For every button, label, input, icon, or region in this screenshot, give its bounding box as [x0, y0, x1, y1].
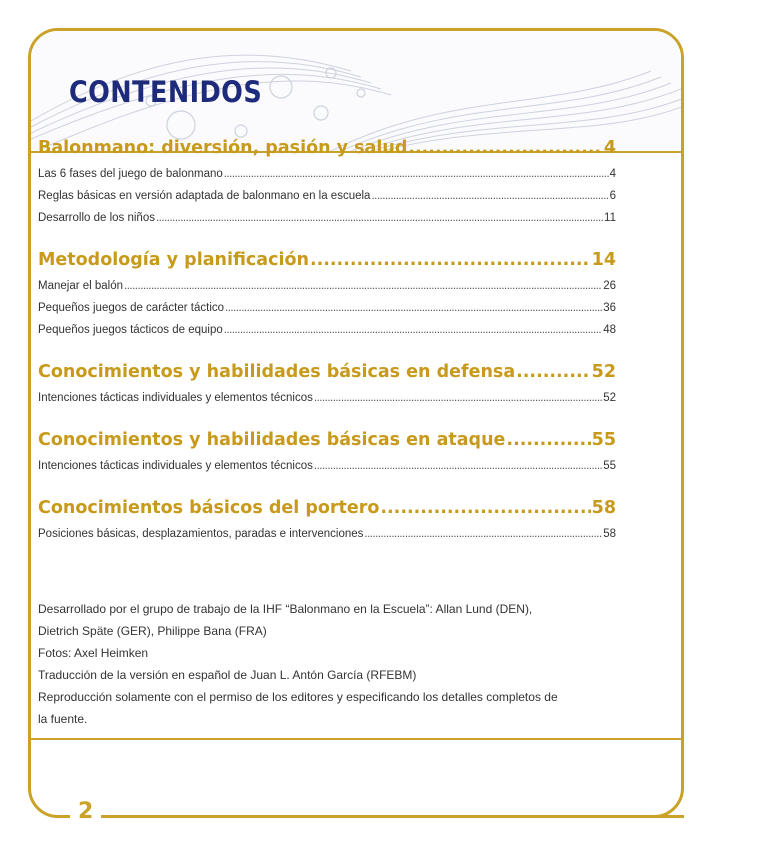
toc-item-page: 48	[603, 324, 616, 336]
toc-item[interactable]	[38, 528, 616, 550]
toc-item[interactable]	[38, 324, 616, 346]
dot-leader	[408, 138, 602, 158]
dot-leader	[380, 498, 590, 518]
toc-item-page: 6	[609, 190, 616, 202]
credits-line: Fotos: Axel Heimken	[38, 646, 149, 660]
toc-item-label: Manejar el balón	[38, 280, 124, 292]
header-banner	[31, 31, 681, 153]
dot-leader	[516, 362, 591, 382]
toc-heading[interactable]	[38, 362, 616, 392]
toc-heading-label: Conocimientos y habilidades básicas en ataque	[38, 430, 506, 450]
page-title: CONTENIDOS	[69, 75, 263, 109]
toc-item[interactable]	[38, 280, 616, 302]
toc-item-page: 26	[603, 280, 616, 292]
toc-item-label: Pequeños juegos tácticos de equipo	[38, 324, 223, 336]
dot-leader	[364, 528, 602, 540]
credits-line: Desarrollado por el grupo de trabajo de la IHF “Balonmano en la Escuela”: Allan Lund (DEN),	[38, 602, 533, 616]
toc-heading-page: 4	[603, 138, 616, 158]
toc-heading-label: Conocimientos básicos del portero	[38, 498, 380, 518]
toc-heading-page: 52	[591, 362, 616, 382]
dot-leader	[310, 250, 591, 270]
toc-item-page: 58	[603, 528, 616, 540]
toc-item-page: 36	[603, 302, 616, 314]
toc-item[interactable]	[38, 190, 616, 212]
toc-heading[interactable]	[38, 498, 616, 528]
toc-item-label: Las 6 fases del juego de balonmano	[38, 168, 223, 180]
toc-item-label: Intenciones tácticas individuales y elementos técnicos	[38, 460, 313, 472]
dot-leader	[314, 460, 602, 472]
toc-item-label: Intenciones tácticas individuales y elementos técnicos	[38, 392, 313, 404]
dot-leader	[156, 212, 603, 224]
dot-leader	[124, 280, 602, 292]
dot-leader	[314, 392, 602, 404]
toc-heading-page: 55	[591, 430, 616, 450]
dot-leader	[224, 324, 602, 336]
footer-divider	[28, 738, 684, 740]
toc-item-label: Posiciones básicas, desplazamientos, paradas e intervenciones	[38, 528, 364, 540]
dot-leader	[371, 190, 608, 202]
credits-line: la fuente.	[38, 712, 88, 726]
toc-item-page: 55	[603, 460, 616, 472]
toc-heading-label: Metodología y planificación	[38, 250, 309, 270]
toc-item[interactable]	[38, 168, 616, 190]
toc-item-label: Reglas básicas en versión adaptada de balonmano en la escuela	[38, 190, 371, 202]
toc-item[interactable]	[38, 392, 616, 414]
toc-section	[38, 138, 616, 234]
dot-leader	[224, 168, 609, 180]
toc-section	[38, 430, 616, 482]
credits-line: Dietrich Späte (GER), Philippe Bana (FRA)	[38, 624, 267, 638]
toc-heading-label: Balonmano: diversión, pasión y salud	[38, 138, 408, 158]
toc-section	[38, 498, 616, 550]
credits-line: Reproducción solamente con el permiso de los editores y especificando los detalles completos de	[38, 690, 558, 704]
toc-heading[interactable]	[38, 138, 616, 168]
toc-heading-label: Conocimientos y habilidades básicas en defensa	[38, 362, 516, 382]
toc-section	[38, 362, 616, 414]
toc-item-page: 52	[603, 392, 616, 404]
toc-item-page: 11	[604, 212, 616, 224]
dot-leader	[225, 302, 602, 314]
toc-item[interactable]	[38, 212, 616, 234]
credits-block	[38, 598, 618, 730]
toc-heading[interactable]	[38, 430, 616, 460]
toc-heading-page: 58	[591, 498, 616, 518]
toc-item[interactable]	[38, 302, 616, 324]
bottom-rule	[104, 815, 684, 818]
credits-line: Traducción de la versión en español de Juan L. Antón García (RFEBM)	[38, 668, 417, 682]
toc-item[interactable]	[38, 460, 616, 482]
toc-heading-page: 14	[591, 250, 616, 270]
toc-item-page: 4	[609, 168, 616, 180]
toc-heading[interactable]	[38, 250, 616, 280]
toc-section	[38, 250, 616, 346]
page-number: 2	[70, 799, 101, 824]
dot-leader	[506, 430, 590, 450]
toc-item-label: Pequeños juegos de carácter táctico	[38, 302, 225, 314]
table-of-contents	[38, 138, 616, 566]
toc-item-label: Desarrollo de los niños	[38, 212, 155, 224]
